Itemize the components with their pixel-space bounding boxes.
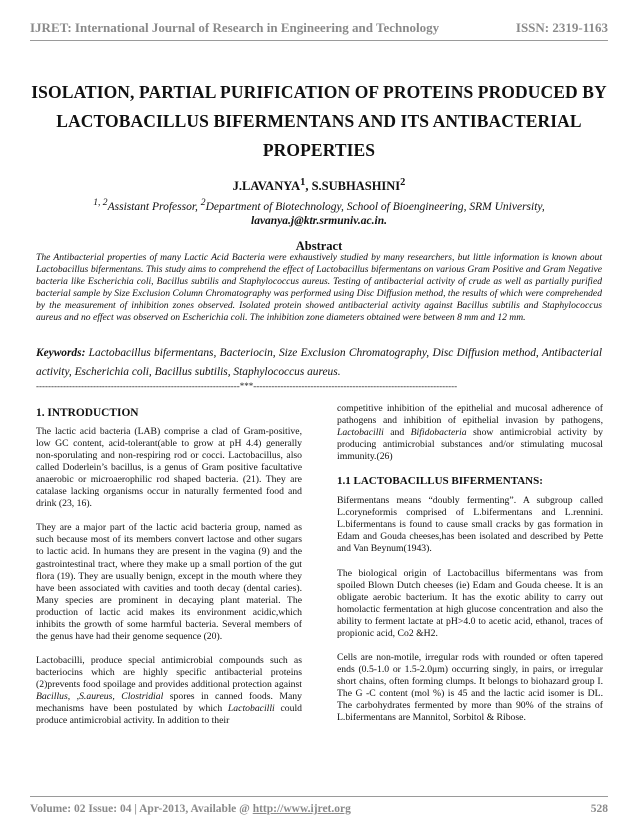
running-header bbox=[30, 10, 608, 41]
left-column bbox=[36, 407, 302, 739]
intro-p4-italic-2: Bifidobacteria bbox=[410, 427, 467, 439]
page-number: 528 bbox=[590, 803, 608, 815]
intro-p3-text-c: could produce antimicrobial activity. In addition to their bbox=[36, 703, 302, 727]
section-separator: --------------------------------------------------------------------***-------------------------------------------------------------------- bbox=[36, 381, 458, 391]
author-1: J.LAVANYA bbox=[232, 179, 301, 194]
bifermentans-paragraph-1: Bifermentans means “doubly fermenting”. A subgroup called L.coryneformis comprised of L.bifermentans and L.rennini. L.bifermentans is found to cause small cracks by gas formation in Edam and Gouda cheeses,has been isolated and described by Pette and Van Beynum(1943). bbox=[337, 495, 603, 555]
keywords bbox=[36, 344, 602, 382]
journal-name: IJRET: International Journal of Research in Engineering and Technology bbox=[30, 20, 440, 35]
intro-p4-italic-1: Lactobacilli bbox=[337, 427, 384, 439]
bifermentans-paragraph-2: The biological origin of Lactobacillus bifermentans was from spoiled Blown Dutch cheeses (ie) Edam and Gouda cheese. It is an obligate aerobic bacterium. It has the exotic ability to carry out homolactic fermentation at high glucose concentration and also the ability to ferment lactate at pH>4.0 to acetic acid, ethanol, traces of propionic acid, Co2 &H2. bbox=[337, 567, 603, 639]
bifermentans-paragraph-3: Cells are non-motile, irregular rods with rounded or often tapered ends (0.5-1.0 or 1.5-2.0μm) occurring singly, in pairs, or irregular short chains, often forming clumps. It belongs to biohazard group I. The G -C content (mol %) is 45 and the lactic acid isomer is DL. The carbohydrates fermented by more than 90% of the strains of L.bifermentans are Mannitol, Sorbitol & Ribose. bbox=[337, 651, 603, 724]
right-column bbox=[337, 403, 603, 736]
affil-sup-2: 2 bbox=[200, 197, 206, 208]
intro-p4-text-c: show antimicrobial activity by producing antimicrobial substances and/or stimulating mucosal immunity.(26) bbox=[337, 427, 603, 463]
author-2: S.SUBHASHINI bbox=[311, 179, 401, 194]
intro-p4-text-b: and bbox=[383, 427, 411, 439]
authors bbox=[0, 177, 638, 194]
title-line-2: LACTOBACILLUS BIFERMENTANS AND ITS ANTIBACTERIAL bbox=[56, 111, 582, 131]
abstract-text: The Antibacterial properties of many Lactic Acid Bacteria were exhaustively studied by many researchers, but little information is known about Lactobacillus bifermentans. This study aims to comprehend the effect of Lactobacillus bifermentans on various Gram Positive and Gram Negative bacteria like Escherichia coli, Bacillus subtilis and Staphylococcus aureus. Testing of antibacterial activity of crude as well as partially purified bacterial sample by Size Exclusion Column Chromatography was performed using Disc Diffusion method, the results of which were comprehended by the measurement of inhibition zones observed. Isolated protein showed antibacterial activity against Bacillus subtilis and Staphylococcus aureus and no effect was observed on Escherichia coli. The inhibition zone diameters obtained were between 8 mm and 12 mm. bbox=[36, 252, 602, 323]
author-2-sup: 2 bbox=[400, 177, 406, 188]
affil-sup-1: 1, 2 bbox=[93, 197, 108, 208]
running-footer bbox=[30, 796, 608, 818]
footer-volume-text: Volume: 02 Issue: 04 | Apr-2013, Available @ bbox=[30, 803, 253, 815]
title-line-1: ISOLATION, PARTIAL PURIFICATION OF PROTEINS PRODUCED BY bbox=[31, 82, 607, 102]
section-1-1-heading: 1.1 LACTOBACILLUS BIFERMENTANS: bbox=[337, 475, 543, 488]
title-line-3: PROPERTIES bbox=[262, 140, 376, 160]
footer-volume bbox=[30, 803, 351, 815]
paper-title bbox=[20, 78, 618, 165]
intro-p3-text-b: spores in canned foods. Many mechanisms have been postulated by which bbox=[36, 690, 302, 715]
intro-paragraph-1: The lactic acid bacteria (LAB) comprise a clad of Gram-positive, low GC content, acid-tolerant(able to grow at pH 4.4) generally non-sporulating and non-respiring rod or cocci. Lactobacillus, also called Doderlein’s bacillus, is a genus of Gram positive facultative anaerobic or microaerophilic rod shaped bacteria. (21). They are catalase lacking organisms occur in naturally fermented food and drink (23, 16). bbox=[36, 426, 302, 510]
abstract-heading: Abstract bbox=[295, 239, 343, 253]
intro-paragraph-3 bbox=[36, 655, 302, 727]
affiliation bbox=[30, 196, 608, 228]
intro-paragraph-2: They are a major part of the lactic acid bacteria group, named as such because most of its members convert lactose and other sugars to lactic acid. In humans they are present in the vagina (9) and the gastrointestinal tract, where they make up a small portion of the gut flora (19). They are usually benign, except in the mouth where they have been associated with cavities and tooth decay (dental caries). Many species are prominent in decaying plant material. The production of lactic acid makes its environment acidic,which inhibits the growth of some harmful bacteria. Several members of the genus have had their genome sequence (20). bbox=[36, 522, 302, 642]
affil-dept: Department of Biotechnology, School of Bioengineering, SRM University, bbox=[205, 200, 545, 213]
issn: ISSN: 2319-1163 bbox=[515, 20, 608, 35]
author-1-sup: 1 bbox=[300, 177, 306, 188]
section-1-heading: 1. INTRODUCTION bbox=[36, 407, 139, 419]
intro-p4-text-a: competitive inhibition of the epithelial and mucosal adherence of pathogens and inhibition of epithelial invasion by pathogens, bbox=[337, 403, 603, 427]
journal-link[interactable]: http://www.ijret.org bbox=[252, 803, 351, 815]
keywords-text: Lactobacillus bifermentans, Bacteriocin, Size Exclusion Chromatography, Disc Diffusion method, Antibacterial activity, Escherichia coli, Bacillus subtilis, Staphylococcus aureus. bbox=[36, 347, 602, 378]
intro-p3-text-a: Lactobacilli, produce special antimicrobial compounds such as bacteriocins which are highly specific antibacterial proteins (2)prevents food spoilage and provides additional protection against bbox=[36, 654, 302, 690]
intro-p3-italic: Bacillus, ,S.aureus, Clostridial bbox=[36, 690, 164, 702]
keywords-label: Keywords: bbox=[36, 347, 86, 359]
intro-p3-italic-2: Lactobacilli bbox=[227, 703, 275, 715]
affil-role: Assistant Professor, bbox=[107, 200, 201, 213]
intro-paragraph-4 bbox=[337, 403, 603, 463]
author-email[interactable]: lavanya.j@ktr.srmuniv.ac.in. bbox=[251, 214, 387, 227]
author-separator: , bbox=[305, 179, 312, 194]
